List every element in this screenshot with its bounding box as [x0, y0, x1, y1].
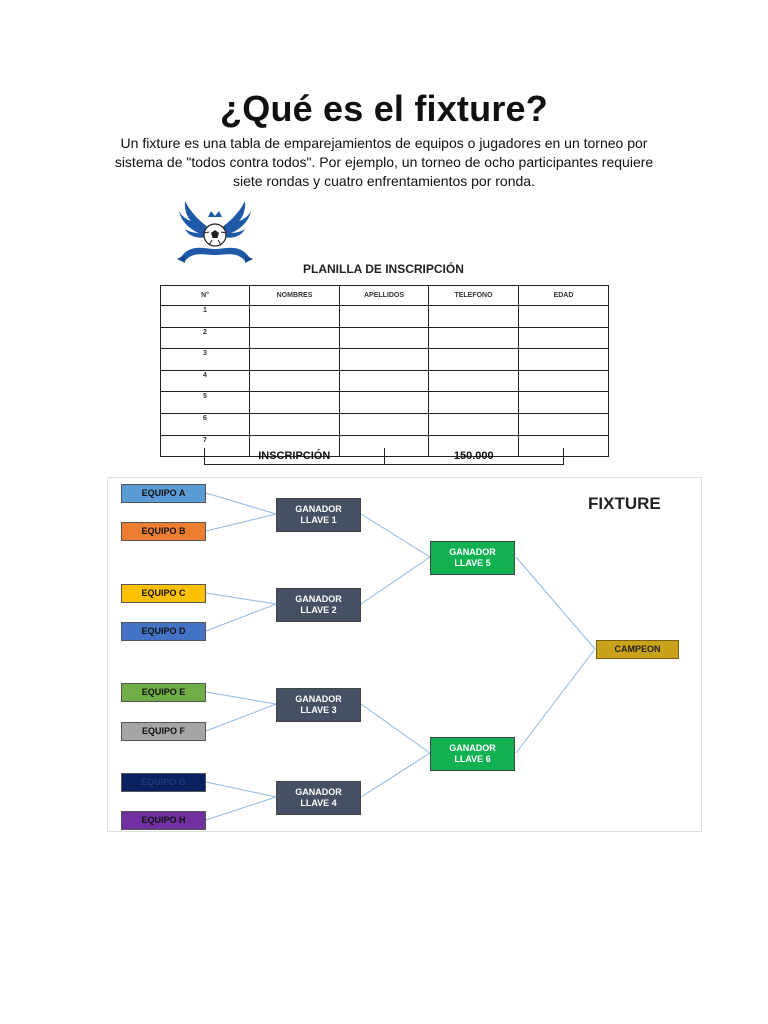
team-h-box: EQUIPO H	[121, 811, 206, 830]
column-header: N°	[161, 286, 250, 306]
page-title: ¿Qué es el fixture?	[220, 88, 548, 129]
team-f-box: EQUIPO F	[121, 722, 206, 741]
form-title: PLANILLA DE INSCRIPCIÓN	[303, 262, 464, 276]
registration-fee-box	[204, 448, 564, 465]
table-cell	[340, 413, 429, 435]
champion-box: CAMPEON	[596, 640, 679, 659]
table-cell	[519, 392, 609, 414]
table-cell	[429, 327, 519, 349]
table-cell	[519, 370, 609, 392]
table-cell	[340, 370, 429, 392]
table-cell	[429, 392, 519, 414]
table-row	[161, 327, 609, 349]
team-b-box: EQUIPO B	[121, 522, 206, 541]
table-row	[161, 392, 609, 414]
table-cell	[250, 413, 340, 435]
fee-label: INSCRIPCIÓN	[205, 448, 385, 464]
row-number: 5	[161, 392, 250, 414]
table-cell	[250, 392, 340, 414]
table-row	[161, 349, 609, 371]
fee-value: 150.000	[453, 450, 494, 462]
fixture-title: FIXTURE	[588, 494, 661, 513]
column-header: EDAD	[519, 286, 609, 306]
table-cell	[519, 349, 609, 371]
team-c-box: EQUIPO C	[121, 584, 206, 603]
table-cell	[429, 370, 519, 392]
table-cell	[340, 327, 429, 349]
row-number: 1	[161, 306, 250, 328]
table-row	[161, 413, 609, 435]
column-header: APELLIDOS	[340, 286, 429, 306]
table-cell	[340, 306, 429, 328]
team-g-box: EQUIPO G	[121, 773, 206, 792]
registration-form-image	[160, 199, 608, 467]
column-header: TELEFONO	[429, 286, 519, 306]
table-row	[161, 370, 609, 392]
table-cell	[250, 306, 340, 328]
row-number: 4	[161, 370, 250, 392]
winner-bracket-5-box: GANADOR LLAVE 5	[430, 541, 515, 575]
eagle-ball-logo-icon	[171, 199, 259, 267]
table-row	[161, 306, 609, 328]
table-cell	[250, 327, 340, 349]
winner-bracket-3-box: GANADOR LLAVE 3	[276, 688, 361, 722]
registration-table	[160, 285, 609, 457]
fixture-bracket-image	[107, 477, 702, 832]
row-number: 3	[161, 349, 250, 371]
row-number: 6	[161, 413, 250, 435]
table-cell	[519, 413, 609, 435]
table-cell	[250, 370, 340, 392]
column-header: NOMBRES	[250, 286, 340, 306]
winner-bracket-2-box: GANADOR LLAVE 2	[276, 588, 361, 622]
table-cell	[429, 413, 519, 435]
team-e-box: EQUIPO E	[121, 683, 206, 702]
table-cell	[250, 349, 340, 371]
table-cell	[519, 306, 609, 328]
table-cell	[429, 306, 519, 328]
table-cell	[340, 392, 429, 414]
row-number: 7	[161, 435, 250, 457]
table-cell	[429, 349, 519, 371]
team-d-box: EQUIPO D	[121, 622, 206, 641]
table-cell	[340, 349, 429, 371]
winner-bracket-6-box: GANADOR LLAVE 6	[430, 737, 515, 771]
winner-bracket-4-box: GANADOR LLAVE 4	[276, 781, 361, 815]
intro-paragraph: Un fixture es una tabla de emparejamientos de equipos o jugadores en un torneo por sistema de "todos contra todos". Por ejemplo, un torneo de ocho participantes requiere siete rondas y cuatro enfrentamientos por ronda.	[114, 135, 654, 189]
row-number: 2	[161, 327, 250, 349]
table-cell	[519, 327, 609, 349]
team-a-box: EQUIPO A	[121, 484, 206, 503]
table-header-row	[161, 286, 609, 306]
winner-bracket-1-box: GANADOR LLAVE 1	[276, 498, 361, 532]
